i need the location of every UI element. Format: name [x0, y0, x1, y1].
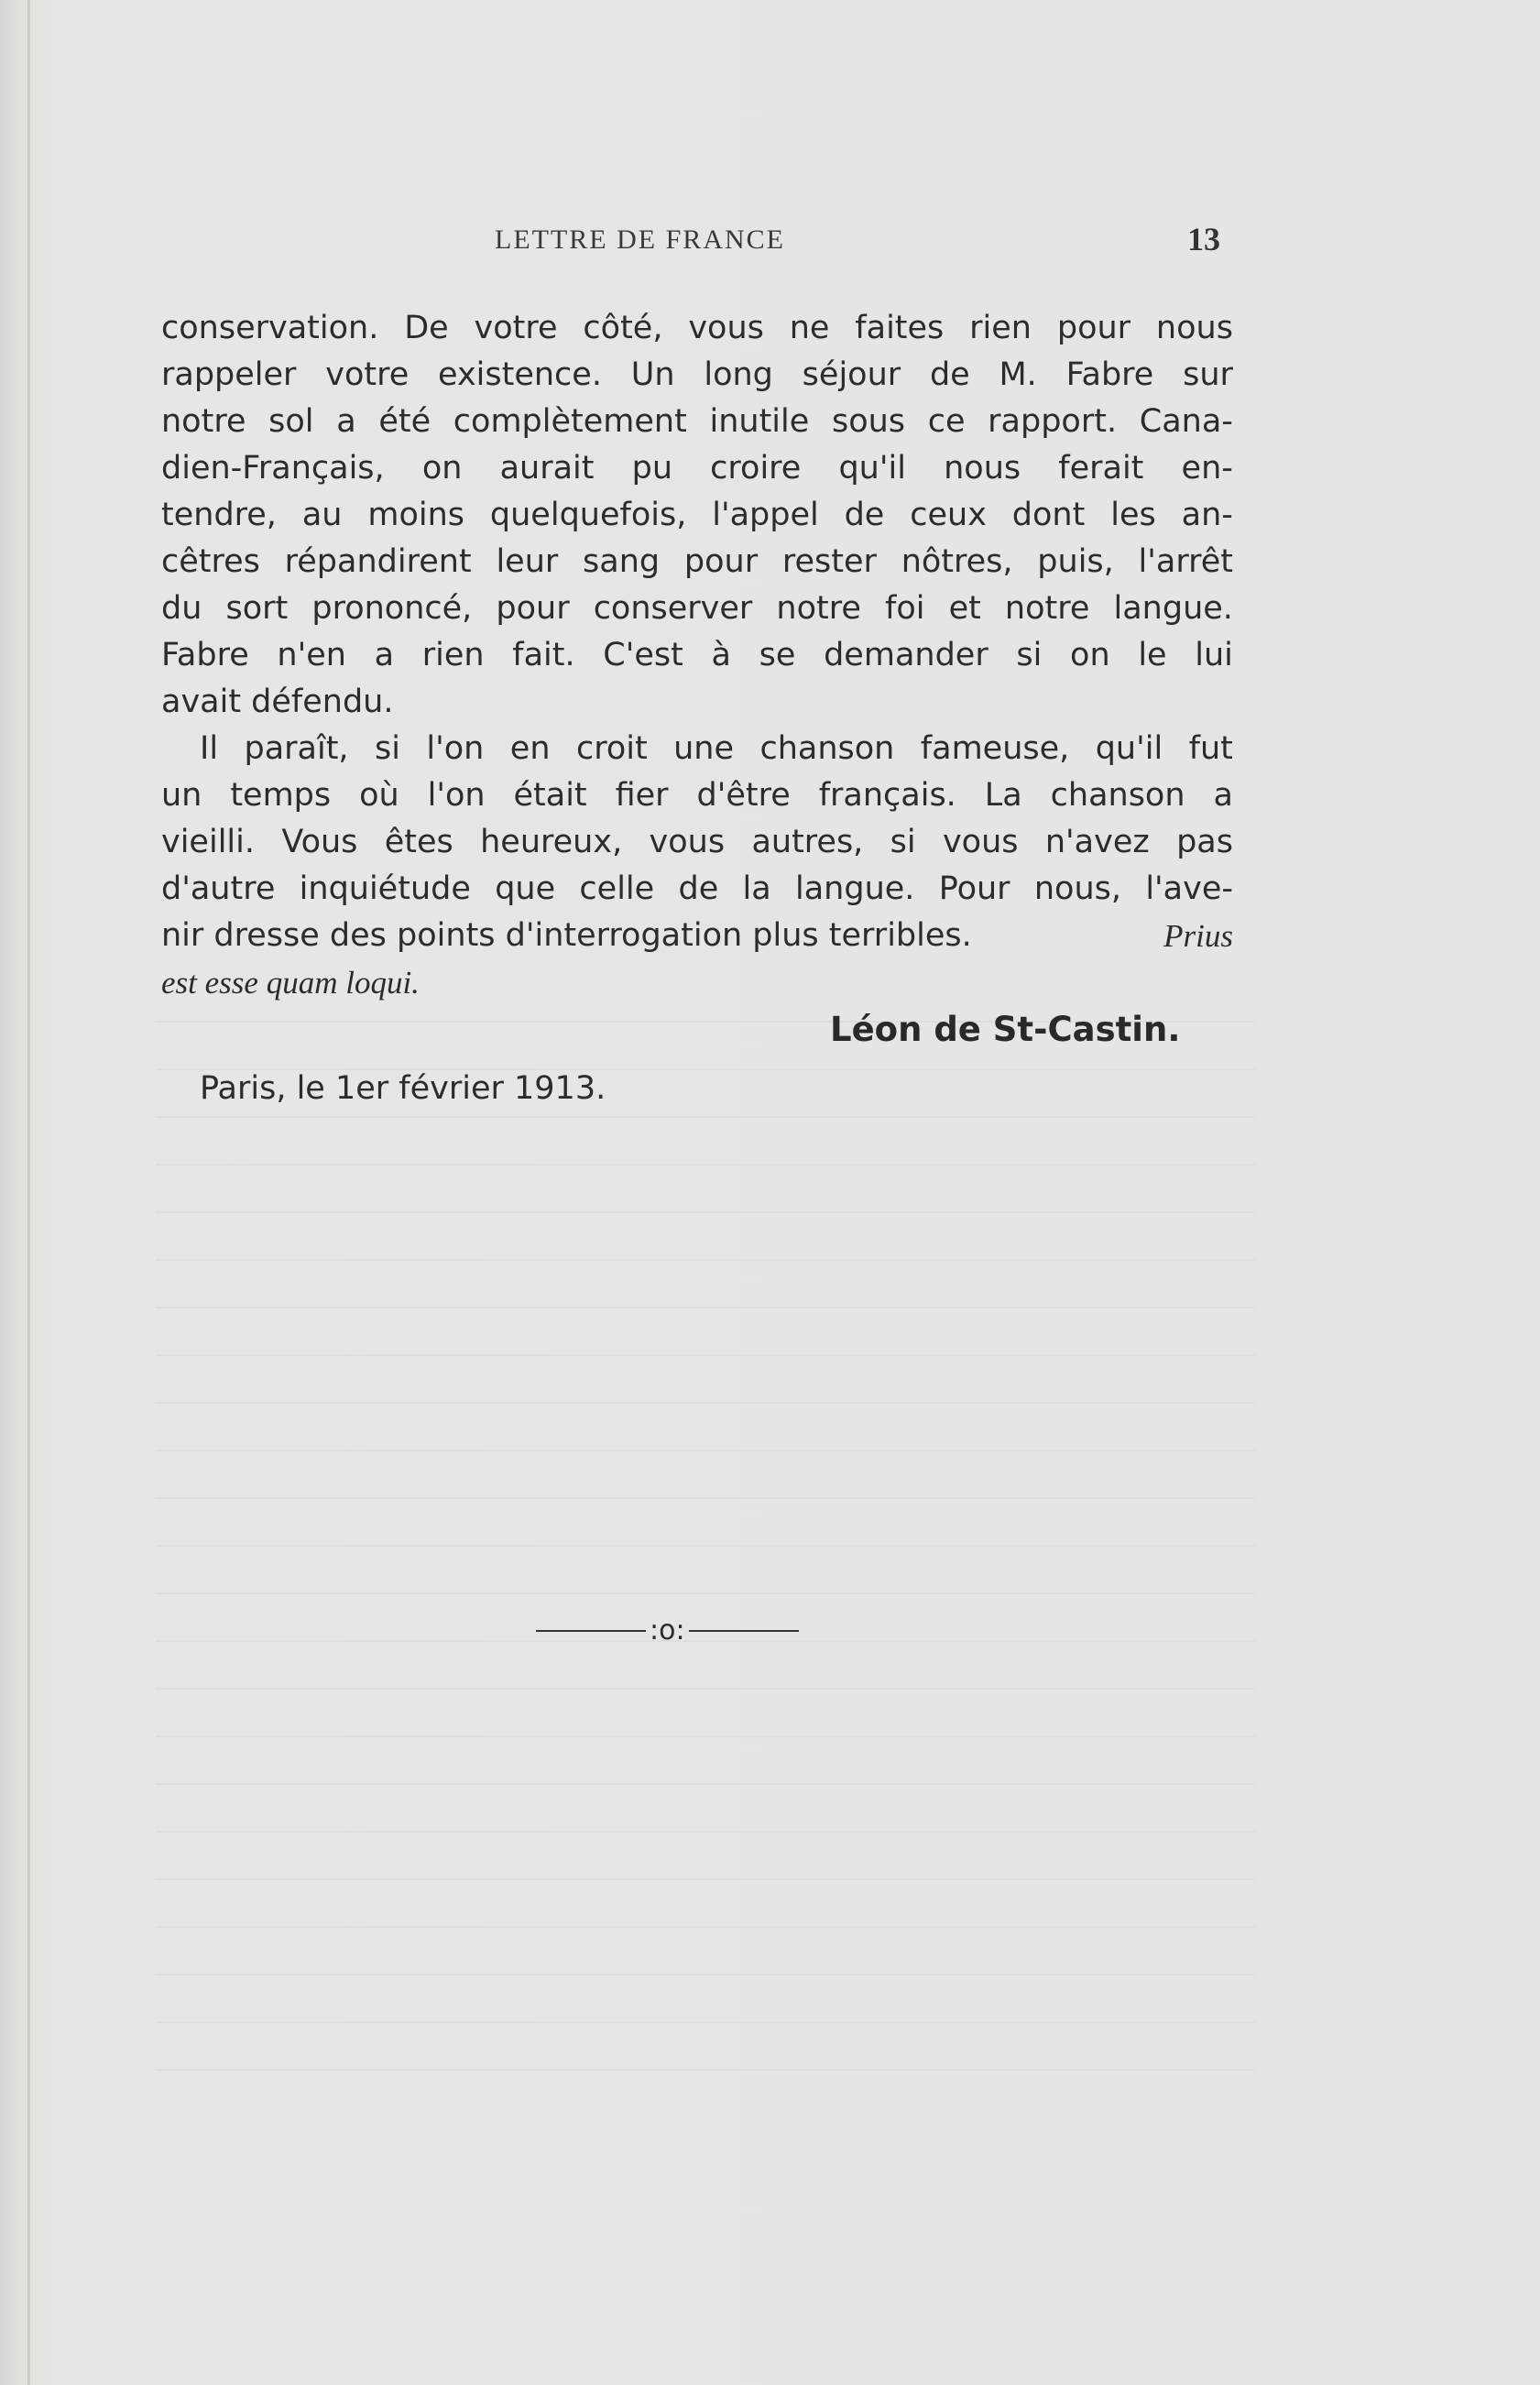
- word: était: [513, 777, 587, 814]
- word: l'appel: [712, 497, 819, 533]
- word: De: [404, 310, 449, 346]
- word: l'on: [427, 777, 486, 814]
- word: faites: [855, 310, 945, 346]
- word: sort: [225, 590, 289, 627]
- word: existence.: [438, 356, 602, 393]
- word: conserver: [593, 590, 753, 627]
- word: rien: [969, 310, 1032, 346]
- word: rappeler: [161, 356, 297, 393]
- word: l'arrêt: [1138, 543, 1233, 580]
- word: ne: [789, 310, 830, 346]
- word: temps: [230, 777, 332, 814]
- text-line: [161, 445, 1233, 492]
- word: croire: [710, 450, 802, 487]
- word: d'être: [696, 777, 791, 814]
- word: complètement: [453, 403, 687, 440]
- word: cêtres: [161, 543, 260, 580]
- word: rien: [421, 637, 485, 673]
- word: si: [375, 730, 400, 767]
- word: fut: [1188, 730, 1233, 767]
- text-line: [161, 585, 1233, 632]
- word: en: [509, 730, 551, 767]
- page-gutter: [27, 0, 30, 2385]
- word: du: [161, 590, 202, 627]
- word: votre: [474, 310, 558, 346]
- word: C'est: [603, 637, 683, 673]
- word: vieilli.: [161, 824, 255, 860]
- word: la: [742, 870, 771, 907]
- word: notre: [161, 403, 246, 440]
- word: sang: [583, 543, 661, 580]
- text-line: [161, 772, 1233, 819]
- word: sous: [831, 403, 906, 440]
- word: pour: [1056, 310, 1131, 346]
- word: sur: [1183, 356, 1233, 393]
- word: puis,: [1037, 543, 1114, 580]
- author-signature: Léon de St-Castin.: [830, 1010, 1181, 1049]
- page-number: 13: [1187, 221, 1220, 257]
- word: heureux,: [480, 824, 623, 860]
- word: nous: [944, 450, 1021, 487]
- letter-body: [161, 305, 1233, 1006]
- word: l'ave-: [1145, 870, 1233, 907]
- word: pour: [496, 590, 570, 627]
- word: langue.: [795, 870, 915, 907]
- word: conservation.: [161, 310, 379, 346]
- word: été: [378, 403, 431, 440]
- word: demander: [824, 637, 988, 673]
- word: Vous: [281, 824, 358, 860]
- section-ornament: [536, 1614, 799, 1647]
- word: répandirent: [284, 543, 472, 580]
- word: long: [704, 356, 773, 393]
- word: Fabre: [1065, 356, 1154, 393]
- ornament-rule-left: [536, 1630, 646, 1632]
- word: qu'il: [838, 450, 906, 487]
- text-line: [161, 539, 1233, 585]
- word: moins: [367, 497, 465, 533]
- word: vous: [688, 310, 764, 346]
- word: pour: [683, 543, 759, 580]
- word: une: [673, 730, 735, 767]
- word: se: [759, 637, 796, 673]
- latin-quote-end: est esse quam loqui.: [161, 965, 420, 1001]
- word: qu'il: [1095, 730, 1163, 767]
- word: vous: [942, 824, 1019, 860]
- word: croit: [575, 730, 648, 767]
- word: lui: [1195, 637, 1233, 673]
- dateline: Paris, le 1er février 1913.: [200, 1070, 606, 1107]
- word: n'en: [277, 637, 346, 673]
- word: dont: [1011, 497, 1086, 533]
- word: vous: [649, 824, 726, 860]
- word: aurait: [499, 450, 595, 487]
- word: fait.: [512, 637, 575, 673]
- word: fier: [615, 777, 669, 814]
- word: que: [495, 870, 556, 907]
- word: inquiétude: [299, 870, 471, 907]
- word: a: [1213, 777, 1233, 814]
- show-through-texture: [156, 990, 1255, 2089]
- word: nôtres,: [901, 543, 1013, 580]
- word: rapport.: [988, 403, 1118, 440]
- word: de: [844, 497, 885, 533]
- word: notre: [1004, 590, 1090, 627]
- word: chanson: [759, 730, 895, 767]
- word: langue.: [1113, 590, 1233, 627]
- word: paraît,: [244, 730, 349, 767]
- word: quelquefois,: [489, 497, 687, 533]
- word: de: [929, 356, 970, 393]
- word: on: [421, 450, 463, 487]
- word: a: [336, 403, 356, 440]
- word: où: [359, 777, 399, 814]
- running-title: LETTRE DE FRANCE: [495, 224, 785, 255]
- word: rester: [781, 543, 877, 580]
- word: les: [1110, 497, 1156, 533]
- word: de: [678, 870, 719, 907]
- word: an-: [1181, 497, 1233, 533]
- word: celle: [579, 870, 655, 907]
- word: au: [301, 497, 343, 533]
- word: chanson: [1050, 777, 1185, 814]
- text-line: [161, 352, 1233, 399]
- word: autres,: [751, 824, 864, 860]
- ornament-rule-right: [689, 1630, 799, 1632]
- word: d'autre: [161, 870, 276, 907]
- word: nous: [1155, 310, 1233, 346]
- text-line-part: nir dresse des points d'interrogation plus terribles.: [161, 917, 972, 954]
- ornament-mark: :o:: [650, 1614, 685, 1647]
- word: M.: [999, 356, 1037, 393]
- word: notre: [776, 590, 861, 627]
- word: à: [711, 637, 731, 673]
- word: foi: [885, 590, 925, 627]
- text-line: [161, 726, 1233, 772]
- text-line-with-quote: [161, 913, 1233, 959]
- word: séjour: [802, 356, 901, 393]
- word: nous,: [1033, 870, 1122, 907]
- word: Fabre: [161, 637, 249, 673]
- text-line: avait défendu.: [161, 684, 394, 720]
- word: leur: [496, 543, 559, 580]
- word: côté,: [583, 310, 663, 346]
- word: et: [948, 590, 981, 627]
- word: Pour: [938, 870, 1010, 907]
- word: on: [1070, 637, 1110, 673]
- word: tendre,: [161, 497, 277, 533]
- word: français.: [818, 777, 956, 814]
- word: Il: [200, 730, 219, 767]
- word: prononcé,: [311, 590, 473, 627]
- word: dien-Français,: [161, 450, 385, 487]
- word: Un: [630, 356, 675, 393]
- text-line: [161, 492, 1233, 539]
- word: un: [161, 777, 202, 814]
- word: n'avez: [1044, 824, 1150, 860]
- word: pas: [1176, 824, 1233, 860]
- text-line: [161, 399, 1233, 445]
- word: si: [1016, 637, 1043, 673]
- word: sol: [268, 403, 314, 440]
- text-line: [161, 866, 1233, 913]
- text-line: [161, 819, 1233, 866]
- word: en-: [1181, 450, 1233, 487]
- text-line: [161, 632, 1233, 679]
- word: si: [890, 824, 916, 860]
- latin-quote-start: Prius: [1163, 918, 1233, 954]
- word: fameuse,: [920, 730, 1070, 767]
- text-line: [161, 305, 1233, 352]
- word: ferait: [1058, 450, 1144, 487]
- word: pu: [631, 450, 673, 487]
- word: le: [1138, 637, 1167, 673]
- word: êtes: [384, 824, 453, 860]
- word: La: [984, 777, 1022, 814]
- word: Cana-: [1139, 403, 1233, 440]
- word: ce: [927, 403, 966, 440]
- word: l'on: [426, 730, 485, 767]
- word: a: [374, 637, 395, 673]
- word: votre: [325, 356, 410, 393]
- word: ceux: [910, 497, 987, 533]
- word: inutile: [709, 403, 810, 440]
